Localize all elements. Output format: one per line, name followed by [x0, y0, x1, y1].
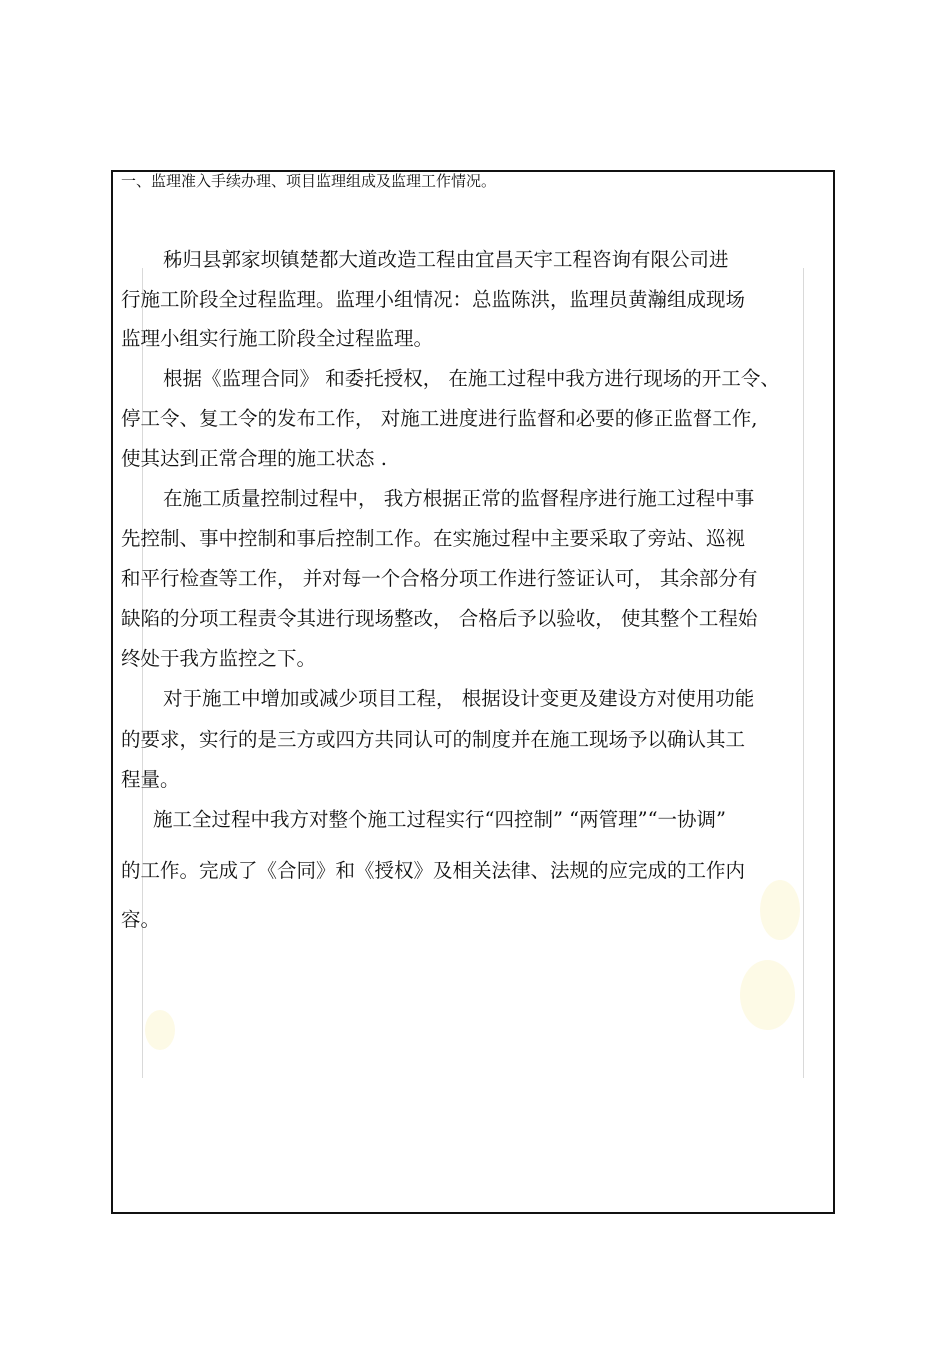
p5-line-3: 容。	[121, 908, 161, 931]
p4-line-3: 程量。	[121, 768, 180, 791]
paper-stain	[760, 880, 800, 940]
p5-line-2: 的工作。完成了《合同》和《授权》及相关法律、法规的应完成的工作内	[121, 859, 746, 882]
p1-line-1: 秭归县郭家坝镇楚都大道改造工程由宜昌天宇工程咨询有限公司进	[163, 248, 729, 271]
paper-stain	[145, 1010, 175, 1050]
p2-line-1: 根据《监理合同》 和委托授权， 在施工过程中我方进行现场的开工令、	[163, 367, 780, 390]
paper-stain	[740, 960, 795, 1030]
p3-line-3: 和平行检查等工作， 并对每一个合格分项工作进行签证认可， 其余部分有	[121, 567, 758, 590]
p2-line-2: 停工令、复工令的发布工作， 对施工进度进行监督和必要的修正监督工作,	[121, 407, 758, 430]
p3-line-4: 缺陷的分项工程责令其进行现场整改， 合格后予以验收， 使其整个工程始	[121, 607, 758, 630]
p4-line-2: 的要求，实行的是三方或四方共同认可的制度并在施工现场予以确认其工	[121, 728, 746, 751]
p2-line-3: 使其达到正常合理的施工状态 .	[121, 447, 387, 470]
p3-line-1: 在施工质量控制过程中， 我方根据正常的监督程序进行施工过程中事	[163, 487, 755, 510]
p3-line-2: 先控制、事中控制和事后控制工作。在实施过程中主要采取了旁站、巡视	[121, 527, 746, 550]
section-title: 一、监理准入手续办理、项目监理组成及监理工作情况。	[121, 172, 497, 190]
p1-line-2: 行施工阶段全过程监理。监理小组情况：总监陈洪，监理员黄瀚组成现场	[121, 288, 746, 311]
p4-line-1: 对于施工中增加或减少项目工程， 根据设计变更及建设方对使用功能	[163, 687, 755, 710]
p3-line-5: 终处于我方监控之下。	[121, 647, 317, 670]
p5-line-1: 施工全过程中我方对整个施工过程实行“四控制” “两管理”“一协调”	[153, 808, 727, 831]
p1-line-3: 监理小组实行施工阶段全过程监理。	[121, 327, 434, 350]
